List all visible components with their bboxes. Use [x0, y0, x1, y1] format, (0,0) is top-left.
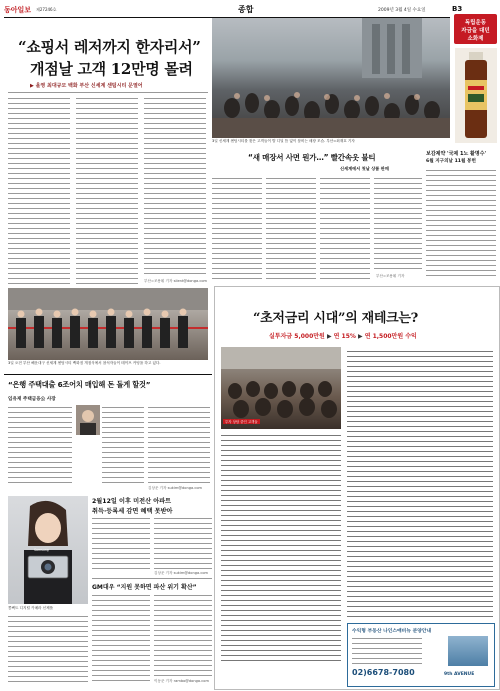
story4-body-col1: [92, 516, 150, 570]
feature-body-right: [347, 349, 493, 619]
story5-body-col2: [154, 593, 212, 677]
top-ad-text3: 소화제: [467, 36, 484, 42]
apartment-ad-body: [352, 636, 422, 664]
masthead-paper: 동아일보: [4, 6, 32, 14]
story5-headline: GM대우 “지원 못하면 파산 위기 확산”: [92, 584, 197, 591]
camera-body: [8, 614, 88, 684]
story3-portrait: [76, 405, 100, 435]
story2-body-col2: [266, 176, 316, 281]
story1-headline: 개점날 고객 12만명 몰려: [30, 60, 193, 78]
story5-rule: [92, 578, 212, 579]
story1-body-col2: [76, 96, 138, 286]
story2-headline: “새 매장서 사면 뭔가…” 빨간속옷 불티: [248, 153, 376, 162]
portrait-art: [76, 405, 100, 435]
apartment-ad-brand: 9th AVENUE: [444, 672, 475, 677]
camera-caption: 콤팩트 디지털 카메라 신제품: [8, 606, 54, 610]
crowd-photo-art: [212, 18, 450, 138]
story4-body-col2: [154, 516, 212, 570]
story1-byline: 부산=조용휘 기자 silent@donga.com: [144, 279, 208, 283]
story1-kicker-headline: “쇼핑서 레저까지 한자리서”: [18, 38, 201, 56]
seminar-photo-art: [221, 347, 341, 429]
ceremony-photo-art: [8, 288, 208, 360]
story2-body-col3: [320, 176, 370, 281]
masthead-page: B3: [452, 5, 463, 13]
feature-section: [214, 286, 500, 690]
feature-deck-sep1: ▶: [326, 333, 334, 340]
story3-body-col3: [148, 405, 210, 485]
story1-rule: [8, 92, 208, 93]
story3-body-col2: [102, 405, 144, 485]
crowd-photo-caption: 3일 신세계 센텀시티를 찾은 고객들이 발 디딜 틈 없이 붐비는 매장 모습. 부산=최재호 기자: [212, 139, 355, 143]
feature-body-left: [221, 433, 341, 663]
story2-byline: 부산=조용휘 기자: [376, 274, 405, 278]
masthead-date: 2009년 3월 4일 수요일: [378, 8, 426, 13]
story1-body-col3: [144, 96, 206, 276]
feature-deck-prefix: 실투자금 5,000만원: [269, 333, 325, 340]
masthead: [4, 3, 496, 17]
story1-body-col1: [8, 96, 70, 286]
feature-deck: [269, 331, 417, 340]
camera-model-photo: [8, 496, 88, 604]
story5-body-col1: [92, 593, 150, 681]
health-subhead: 6월 지구의날 11월 봉헌: [426, 159, 476, 164]
top-ad-text2: 자금을 대던: [461, 28, 490, 34]
section-rule-1: [4, 374, 212, 375]
story2-body-col4: [374, 176, 422, 271]
story3-byline: 김상운 기자 sukim@donga.com: [148, 486, 203, 490]
top-ad-text1: 독립운동: [464, 20, 487, 26]
apartment-ad-phone[interactable]: 02)6678-7080: [352, 668, 415, 677]
story3-headline: “은행 주택대출 6조어치 매입해 돈 돌게 할것”: [8, 380, 151, 389]
apartment-ad-title: 수익형 부동산 나인스애비뉴 분양안내: [352, 629, 432, 634]
seminar-photo: [221, 347, 341, 429]
health-body: [426, 168, 496, 278]
story5-byline: 이동준 기자 rambo@donga.com: [154, 679, 209, 683]
crowd-photo: [212, 18, 450, 138]
story3-body-col1: [8, 405, 72, 485]
seminar-caption: 투자 상담 중인 고객들: [225, 420, 258, 424]
feature-deck-suffix: 연 1,500만원 수익: [364, 333, 417, 340]
story2-body-col1: [212, 176, 262, 281]
feature-deck-sep2: ▶: [357, 333, 365, 340]
top-ad-box: [454, 14, 497, 44]
feature-deck-rate: 연 15%: [333, 333, 356, 340]
story1-deck: ▶ 올영 최대규모 백화 부산 신세계 센텀시티 문열어: [30, 83, 143, 89]
story2-deck: 신세계에서 첫날 상품 판매: [340, 166, 389, 171]
medicine-bottle-art: [455, 48, 497, 143]
ceremony-photo: [8, 288, 208, 360]
story4-headline: 2월12일 이후 미전산 아파트: [92, 498, 172, 505]
story4-byline: 김상운 기자 sukim@donga.com: [154, 571, 209, 575]
medicine-ad-photo: [455, 48, 497, 143]
apartment-ad: [347, 623, 495, 687]
ceremony-photo-caption: 3일 오전 부산 해운대구 신세계 센텀시티 백화점 개점식에서 참석자들이 테이프 커팅을 하고 있다.: [8, 361, 161, 365]
feature-headline: “초저금리 시대”의 재테크는?: [253, 311, 418, 326]
masthead-section: 종합: [238, 5, 254, 14]
health-headline: 보감제약 '국제 1노 활명수': [426, 151, 487, 157]
story4-headline2: 취득·등록세 감면 혜택 못받아: [92, 508, 173, 515]
masthead-issue: 제27246호: [36, 7, 57, 12]
apartment-ad-building: [448, 636, 488, 666]
camera-badge: Samsung: [34, 548, 49, 552]
story3-deck: 임유재 주택금융公 사장: [8, 397, 56, 402]
